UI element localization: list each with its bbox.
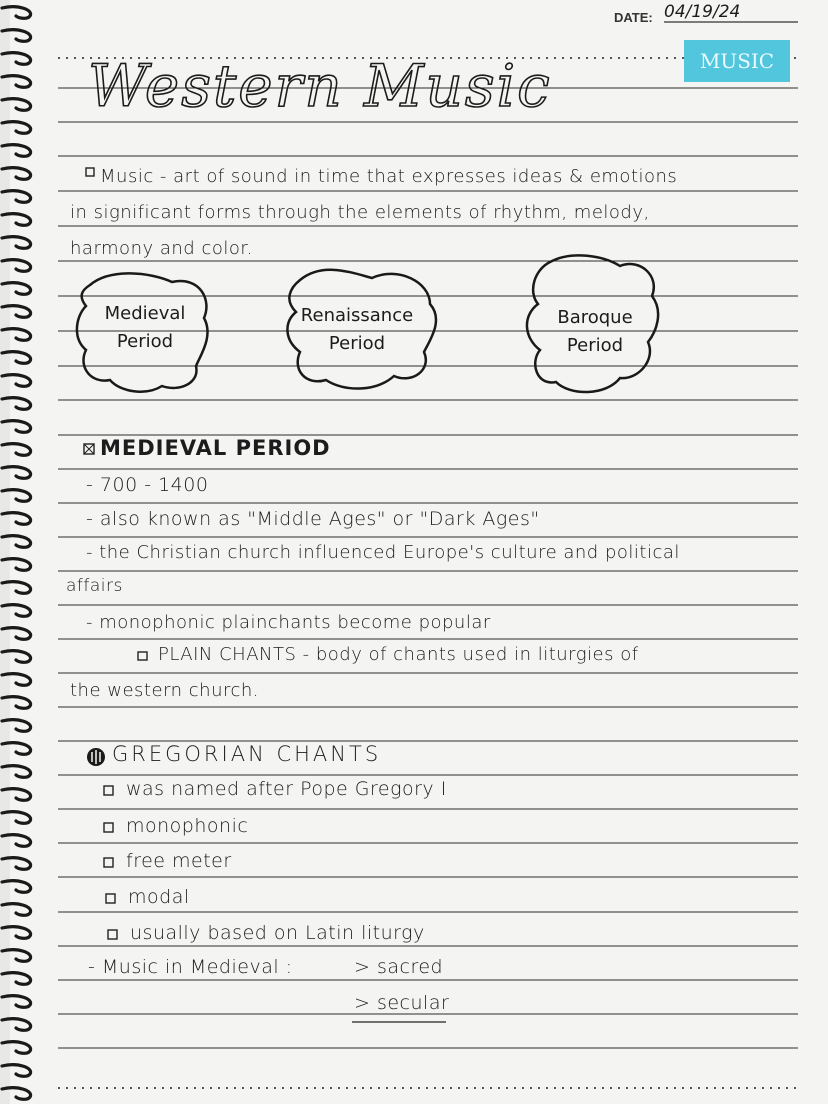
period-medieval-line2: Period: [116, 331, 174, 352]
gregorian-item-1: was named after Pope Gregory I: [126, 778, 447, 800]
medieval-music-label: - Music in Medieval :: [88, 956, 293, 978]
period-baroque-line1: Baroque: [557, 307, 633, 328]
gregorian-item-5: usually based on Latin liturgy: [130, 922, 425, 944]
gregorian-item-4: modal: [128, 886, 190, 908]
medieval-church-line-2: affairs: [66, 576, 123, 596]
spiral-binding: [0, 0, 44, 1104]
period-renaissance-line1: Renaissance: [300, 305, 414, 326]
subject-tag: MUSIC: [684, 40, 790, 82]
medieval-years: - 700 - 1400: [86, 474, 209, 496]
gregorian-item-2: monophonic: [126, 815, 249, 837]
period-renaissance-line2: Period: [328, 333, 386, 354]
medieval-heading: MEDIEVAL PERIOD: [100, 436, 331, 460]
gregorian-item-3: free meter: [126, 850, 232, 872]
music-type-sacred: > sacred: [354, 956, 444, 978]
page-title: Western Music: [88, 52, 552, 120]
period-baroque: [540, 304, 650, 360]
period-medieval-line1: Medieval: [104, 303, 186, 324]
period-medieval: [92, 300, 198, 356]
date-value: 04/19/24: [664, 2, 741, 22]
date-label: DATE:: [614, 10, 653, 25]
medieval-monophonic: - monophonic plainchants become popular: [86, 612, 491, 633]
medieval-aka: - also known as "Middle Ages" or "Dark Ages": [86, 508, 540, 530]
period-baroque-line2: Period: [566, 335, 624, 356]
period-renaissance: [292, 302, 422, 358]
plainchants-line-2: the western church.: [70, 680, 260, 701]
gregorian-heading: GREGORIAN CHANTS: [112, 742, 382, 766]
definition-line-3: harmony and color.: [70, 238, 253, 259]
medieval-church-line-1: - the Christian church influenced Europe's culture and political: [86, 542, 680, 563]
plainchants-line-1: PLAIN CHANTS - body of chants used in liturgies of: [158, 644, 639, 665]
definition-line-1: Music - art of sound in time that expresses ideas & emotions: [100, 166, 678, 187]
definition-line-2: in significant forms through the elements of rhythm, melody,: [70, 202, 650, 223]
music-type-secular: > secular: [354, 992, 450, 1014]
